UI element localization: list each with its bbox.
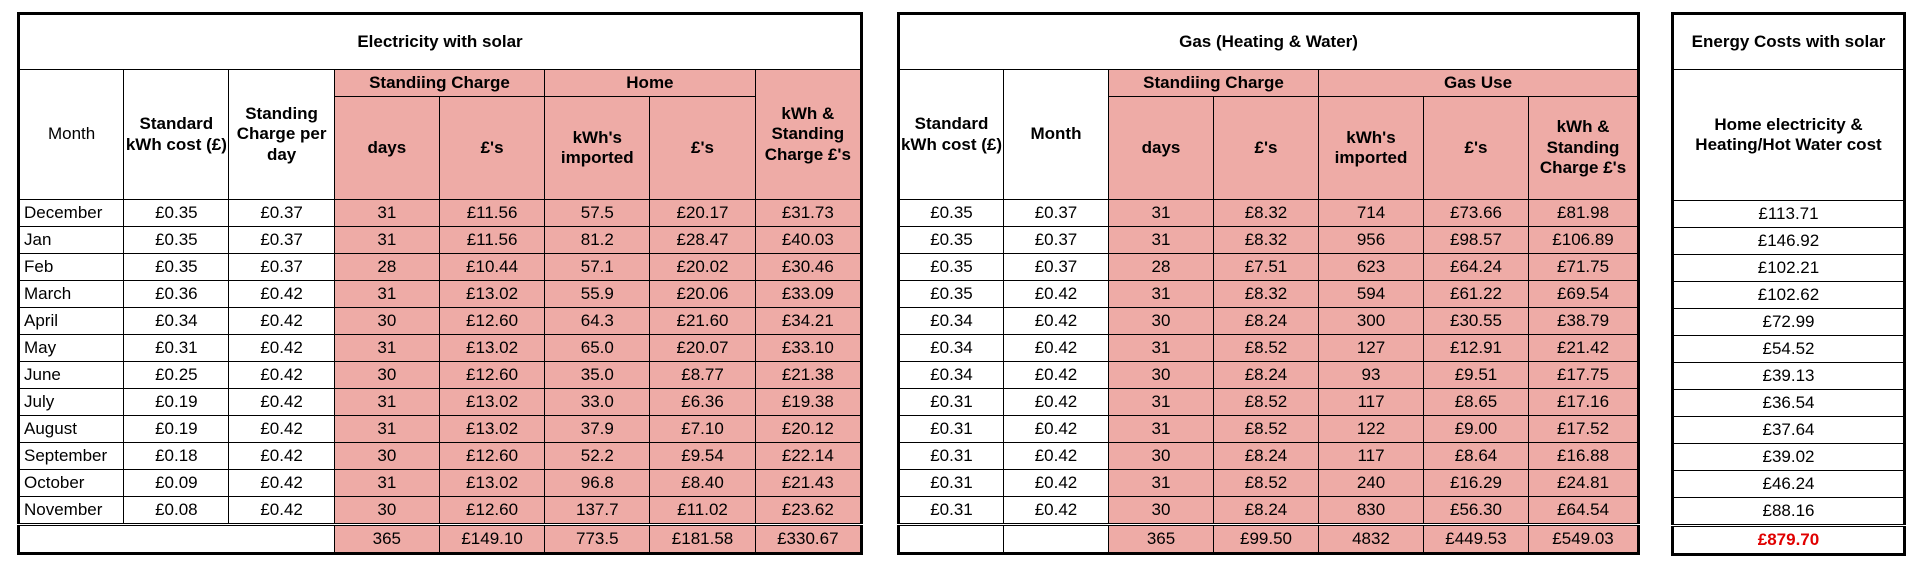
table-cell: £106.89 <box>1529 227 1639 254</box>
table-row <box>1673 471 1905 498</box>
col-home-total-cost: Home electricity & Heating/Hot Water cost <box>1673 70 1905 201</box>
table-row <box>899 443 1639 470</box>
table-cell: £0.42 <box>1004 308 1109 335</box>
table-row <box>899 308 1639 335</box>
table-cell: £0.42 <box>1004 362 1109 389</box>
table-row <box>19 227 862 254</box>
table-cell: 30 <box>1109 443 1214 470</box>
total-cell: 4832 <box>1319 525 1424 554</box>
table-cell: £61.22 <box>1424 281 1529 308</box>
table-cell: £0.42 <box>229 389 334 416</box>
table-row <box>899 362 1639 389</box>
table-row <box>19 470 862 497</box>
table-cell: 35.0 <box>545 362 650 389</box>
table-cell: £8.52 <box>1214 389 1319 416</box>
table-cell: £12.91 <box>1424 335 1529 362</box>
table-cell: £12.60 <box>439 497 544 525</box>
table-cell: 30 <box>334 443 439 470</box>
table-cell: £10.44 <box>439 254 544 281</box>
table-cell: 30 <box>1109 362 1214 389</box>
table-cell: £56.30 <box>1424 497 1529 525</box>
table-cell: £113.71 <box>1673 201 1905 228</box>
table-row <box>19 254 862 281</box>
table-cell: December <box>19 200 124 227</box>
col-total: kWh & Standing Charge £'s <box>755 70 861 200</box>
table-cell: £21.42 <box>1529 335 1639 362</box>
table-row <box>19 443 862 470</box>
table-cell: £39.02 <box>1673 444 1905 471</box>
table-cell: 55.9 <box>545 281 650 308</box>
table-cell: 594 <box>1319 281 1424 308</box>
table-row <box>19 497 862 525</box>
table-cell: £9.54 <box>650 443 755 470</box>
table-row <box>899 416 1639 443</box>
table-cell: June <box>19 362 124 389</box>
table-row <box>1673 282 1905 309</box>
table-cell: £0.37 <box>229 254 334 281</box>
table-cell: £16.88 <box>1529 443 1639 470</box>
table-cell: £30.55 <box>1424 308 1529 335</box>
table-cell: £0.37 <box>1004 254 1109 281</box>
table-cell: 117 <box>1319 443 1424 470</box>
table-cell: 240 <box>1319 470 1424 497</box>
table-cell: £37.64 <box>1673 417 1905 444</box>
table-cell: 31 <box>334 416 439 443</box>
table-cell: 956 <box>1319 227 1424 254</box>
table-cell: 31 <box>1109 227 1214 254</box>
table-cell: £0.35 <box>124 254 229 281</box>
table-cell: 31 <box>1109 416 1214 443</box>
table-cell: £0.42 <box>1004 416 1109 443</box>
table-cell: £0.31 <box>899 443 1004 470</box>
table-cell: 623 <box>1319 254 1424 281</box>
table-cell: £38.79 <box>1529 308 1639 335</box>
table-cell: £0.09 <box>124 470 229 497</box>
table-cell: £0.42 <box>1004 470 1109 497</box>
table-cell: £0.35 <box>899 254 1004 281</box>
table-cell: November <box>19 497 124 525</box>
table-cell: July <box>19 389 124 416</box>
col-standing-gbp: £'s <box>439 97 544 200</box>
table-cell: £81.98 <box>1529 200 1639 227</box>
table-row <box>19 200 862 227</box>
table-cell: £8.32 <box>1214 200 1319 227</box>
col-month: Month <box>19 70 124 200</box>
table-cell: £19.38 <box>755 389 861 416</box>
table-cell: £0.08 <box>124 497 229 525</box>
table-cell: £7.10 <box>650 416 755 443</box>
table-cell: May <box>19 335 124 362</box>
table-cell: £0.42 <box>229 335 334 362</box>
table-cell: £0.42 <box>1004 389 1109 416</box>
group-standing-charge: Standiing Charge <box>334 70 544 97</box>
table-cell: £13.02 <box>439 335 544 362</box>
col-home-gbp: £'s <box>650 97 755 200</box>
table-cell: £69.54 <box>1529 281 1639 308</box>
table-cell: September <box>19 443 124 470</box>
table-cell: £0.34 <box>899 362 1004 389</box>
table-cell: 31 <box>334 470 439 497</box>
table-cell: 31 <box>334 200 439 227</box>
table-cell: £64.24 <box>1424 254 1529 281</box>
gas-title: Gas (Heating & Water) <box>899 14 1639 70</box>
table-cell: £8.77 <box>650 362 755 389</box>
group-gas-use: Gas Use <box>1319 70 1639 97</box>
table-cell: £54.52 <box>1673 336 1905 363</box>
table-cell: £12.60 <box>439 443 544 470</box>
table-cell: £0.34 <box>899 335 1004 362</box>
table-cell: £8.65 <box>1424 389 1529 416</box>
table-cell: £39.13 <box>1673 363 1905 390</box>
table-cell: Jan <box>19 227 124 254</box>
table-cell: £17.16 <box>1529 389 1639 416</box>
table-cell: £33.10 <box>755 335 861 362</box>
table-cell: £0.19 <box>124 416 229 443</box>
col-month: Month <box>1004 70 1109 200</box>
table-cell: 57.1 <box>545 254 650 281</box>
table-row <box>19 281 862 308</box>
table-cell: 57.5 <box>545 200 650 227</box>
table-cell: £8.52 <box>1214 416 1319 443</box>
table-cell: £8.64 <box>1424 443 1529 470</box>
table-cell: £8.52 <box>1214 470 1319 497</box>
table-cell: £34.21 <box>755 308 861 335</box>
table-cell: 28 <box>334 254 439 281</box>
table-cell: £21.43 <box>755 470 861 497</box>
energy-title: Energy Costs with solar <box>1673 14 1905 70</box>
table-cell: £13.02 <box>439 281 544 308</box>
table-cell: £33.09 <box>755 281 861 308</box>
table-cell: April <box>19 308 124 335</box>
total-cell: 365 <box>1109 525 1214 554</box>
table-cell: £0.42 <box>229 416 334 443</box>
table-cell: £0.42 <box>1004 443 1109 470</box>
table-cell: 31 <box>1109 335 1214 362</box>
table-cell: £102.21 <box>1673 255 1905 282</box>
col-kwh-imported: kWh's imported <box>1319 97 1424 200</box>
table-row <box>899 281 1639 308</box>
table-cell: 300 <box>1319 308 1424 335</box>
col-days: days <box>1109 97 1214 200</box>
gas-table <box>897 12 1640 555</box>
table-cell: £102.62 <box>1673 282 1905 309</box>
grand-total: £879.70 <box>1673 526 1905 555</box>
table-cell: £20.07 <box>650 335 755 362</box>
table-row <box>899 335 1639 362</box>
table-cell: 30 <box>1109 308 1214 335</box>
table-cell: £8.24 <box>1214 497 1319 525</box>
table-cell: £0.42 <box>1004 281 1109 308</box>
table-cell: 64.3 <box>545 308 650 335</box>
col-kwh-cost: Standard kWh cost (£) <box>124 70 229 200</box>
table-cell: 30 <box>334 497 439 525</box>
total-cell: £549.03 <box>1529 525 1639 554</box>
table-cell: 65.0 <box>545 335 650 362</box>
table-cell: £8.24 <box>1214 443 1319 470</box>
total-blank <box>1004 525 1109 554</box>
table-row <box>19 308 862 335</box>
table-cell: £0.42 <box>229 308 334 335</box>
table-cell: £71.75 <box>1529 254 1639 281</box>
table-cell: 93 <box>1319 362 1424 389</box>
table-row <box>1673 255 1905 282</box>
table-cell: £11.56 <box>439 200 544 227</box>
total-cell: £330.67 <box>755 525 861 554</box>
total-cell: £181.58 <box>650 525 755 554</box>
table-cell: £36.54 <box>1673 390 1905 417</box>
table-row <box>19 362 862 389</box>
table-cell: £16.29 <box>1424 470 1529 497</box>
table-cell: £22.14 <box>755 443 861 470</box>
table-cell: £0.31 <box>124 335 229 362</box>
total-cell: £99.50 <box>1214 525 1319 554</box>
table-cell: £0.31 <box>899 389 1004 416</box>
table-cell: £12.60 <box>439 362 544 389</box>
table-cell: £11.56 <box>439 227 544 254</box>
table-cell: March <box>19 281 124 308</box>
table-cell: 31 <box>1109 200 1214 227</box>
electricity-title: Electricity with solar <box>19 14 862 70</box>
table-row <box>1673 498 1905 526</box>
table-cell: £0.37 <box>1004 200 1109 227</box>
table-cell: £13.02 <box>439 389 544 416</box>
total-blank <box>19 525 335 554</box>
table-cell: £46.24 <box>1673 471 1905 498</box>
table-cell: £8.24 <box>1214 308 1319 335</box>
table-cell: 117 <box>1319 389 1424 416</box>
total-cell: £149.10 <box>439 525 544 554</box>
table-cell: £0.42 <box>229 443 334 470</box>
table-cell: 31 <box>1109 389 1214 416</box>
table-cell: £7.51 <box>1214 254 1319 281</box>
col-kwh-cost: Standard kWh cost (£) <box>899 70 1004 200</box>
table-cell: £9.51 <box>1424 362 1529 389</box>
table-cell: £0.35 <box>899 281 1004 308</box>
table-cell: 31 <box>334 335 439 362</box>
table-cell: £0.18 <box>124 443 229 470</box>
table-cell: August <box>19 416 124 443</box>
table-cell: £64.54 <box>1529 497 1639 525</box>
table-cell: £0.37 <box>1004 227 1109 254</box>
table-cell: £17.52 <box>1529 416 1639 443</box>
table-cell: £13.02 <box>439 470 544 497</box>
table-cell: 714 <box>1319 200 1424 227</box>
table-cell: £8.40 <box>650 470 755 497</box>
table-cell: £8.32 <box>1214 281 1319 308</box>
table-cell: £20.17 <box>650 200 755 227</box>
table-cell: 33.0 <box>545 389 650 416</box>
table-cell: 30 <box>334 308 439 335</box>
table-cell: £146.92 <box>1673 228 1905 255</box>
table-cell: £0.35 <box>899 227 1004 254</box>
table-cell: £0.35 <box>899 200 1004 227</box>
table-cell: £21.38 <box>755 362 861 389</box>
table-cell: £23.62 <box>755 497 861 525</box>
table-cell: £0.42 <box>1004 335 1109 362</box>
table-cell: Feb <box>19 254 124 281</box>
col-total: kWh & Standing Charge £'s <box>1529 97 1639 200</box>
table-cell: £0.42 <box>229 362 334 389</box>
table-cell: £0.19 <box>124 389 229 416</box>
col-standing-gbp: £'s <box>1214 97 1319 200</box>
energy-table <box>1671 12 1906 556</box>
table-cell: £0.31 <box>899 470 1004 497</box>
total-cell: 773.5 <box>545 525 650 554</box>
electricity-table <box>17 12 863 555</box>
table-cell: £20.02 <box>650 254 755 281</box>
table-cell: 122 <box>1319 416 1424 443</box>
col-days: days <box>334 97 439 200</box>
table-row <box>1673 309 1905 336</box>
table-cell: 52.2 <box>545 443 650 470</box>
table-row <box>1673 201 1905 228</box>
table-cell: 96.8 <box>545 470 650 497</box>
table-cell: £0.42 <box>229 470 334 497</box>
table-cell: £6.36 <box>650 389 755 416</box>
table-cell: 31 <box>1109 281 1214 308</box>
table-cell: £11.02 <box>650 497 755 525</box>
table-cell: £17.75 <box>1529 362 1639 389</box>
table-cell: 81.2 <box>545 227 650 254</box>
table-row <box>19 389 862 416</box>
table-cell: £40.03 <box>755 227 861 254</box>
table-cell: 30 <box>334 362 439 389</box>
col-kwh-imported: kWh's imported <box>545 97 650 200</box>
table-cell: £0.42 <box>229 497 334 525</box>
table-cell: £24.81 <box>1529 470 1639 497</box>
table-row <box>19 416 862 443</box>
table-row <box>1673 336 1905 363</box>
table-cell: 127 <box>1319 335 1424 362</box>
table-row <box>899 497 1639 525</box>
table-row <box>899 389 1639 416</box>
table-cell: £0.35 <box>124 200 229 227</box>
table-cell: £0.34 <box>124 308 229 335</box>
table-cell: October <box>19 470 124 497</box>
table-cell: 137.7 <box>545 497 650 525</box>
table-cell: £12.60 <box>439 308 544 335</box>
total-blank <box>899 525 1004 554</box>
table-row <box>899 200 1639 227</box>
group-standing-charge: Standiing Charge <box>1109 70 1319 97</box>
table-cell: £28.47 <box>650 227 755 254</box>
table-cell: £0.31 <box>899 497 1004 525</box>
table-cell: 830 <box>1319 497 1424 525</box>
col-use-gbp: £'s <box>1424 97 1529 200</box>
table-cell: £0.34 <box>899 308 1004 335</box>
table-row <box>1673 363 1905 390</box>
table-cell: £73.66 <box>1424 200 1529 227</box>
table-row <box>1673 228 1905 255</box>
table-row <box>899 470 1639 497</box>
table-cell: 31 <box>334 227 439 254</box>
table-cell: £0.42 <box>229 281 334 308</box>
table-cell: £30.46 <box>755 254 861 281</box>
table-cell: £0.35 <box>124 227 229 254</box>
table-cell: £9.00 <box>1424 416 1529 443</box>
group-home: Home <box>545 70 755 97</box>
table-cell: £0.37 <box>229 227 334 254</box>
table-row <box>1673 417 1905 444</box>
table-cell: £98.57 <box>1424 227 1529 254</box>
table-cell: 37.9 <box>545 416 650 443</box>
table-cell: £8.32 <box>1214 227 1319 254</box>
col-standing-per-day: Standing Charge per day <box>229 70 334 200</box>
table-cell: £8.24 <box>1214 362 1319 389</box>
table-cell: £0.36 <box>124 281 229 308</box>
table-cell: 28 <box>1109 254 1214 281</box>
table-cell: £0.42 <box>1004 497 1109 525</box>
table-cell: £21.60 <box>650 308 755 335</box>
table-cell: £20.12 <box>755 416 861 443</box>
table-row <box>899 227 1639 254</box>
table-cell: £8.52 <box>1214 335 1319 362</box>
table-cell: £31.73 <box>755 200 861 227</box>
table-cell: £0.25 <box>124 362 229 389</box>
table-row <box>19 335 862 362</box>
table-cell: £20.06 <box>650 281 755 308</box>
table-cell: £13.02 <box>439 416 544 443</box>
table-cell: £88.16 <box>1673 498 1905 526</box>
total-cell: £449.53 <box>1424 525 1529 554</box>
table-cell: 30 <box>1109 497 1214 525</box>
table-row <box>1673 390 1905 417</box>
table-cell: £0.37 <box>229 200 334 227</box>
table-row <box>899 254 1639 281</box>
table-cell: £0.31 <box>899 416 1004 443</box>
total-cell: 365 <box>334 525 439 554</box>
table-row <box>1673 444 1905 471</box>
table-cell: 31 <box>1109 470 1214 497</box>
table-cell: 31 <box>334 389 439 416</box>
table-cell: 31 <box>334 281 439 308</box>
table-cell: £72.99 <box>1673 309 1905 336</box>
